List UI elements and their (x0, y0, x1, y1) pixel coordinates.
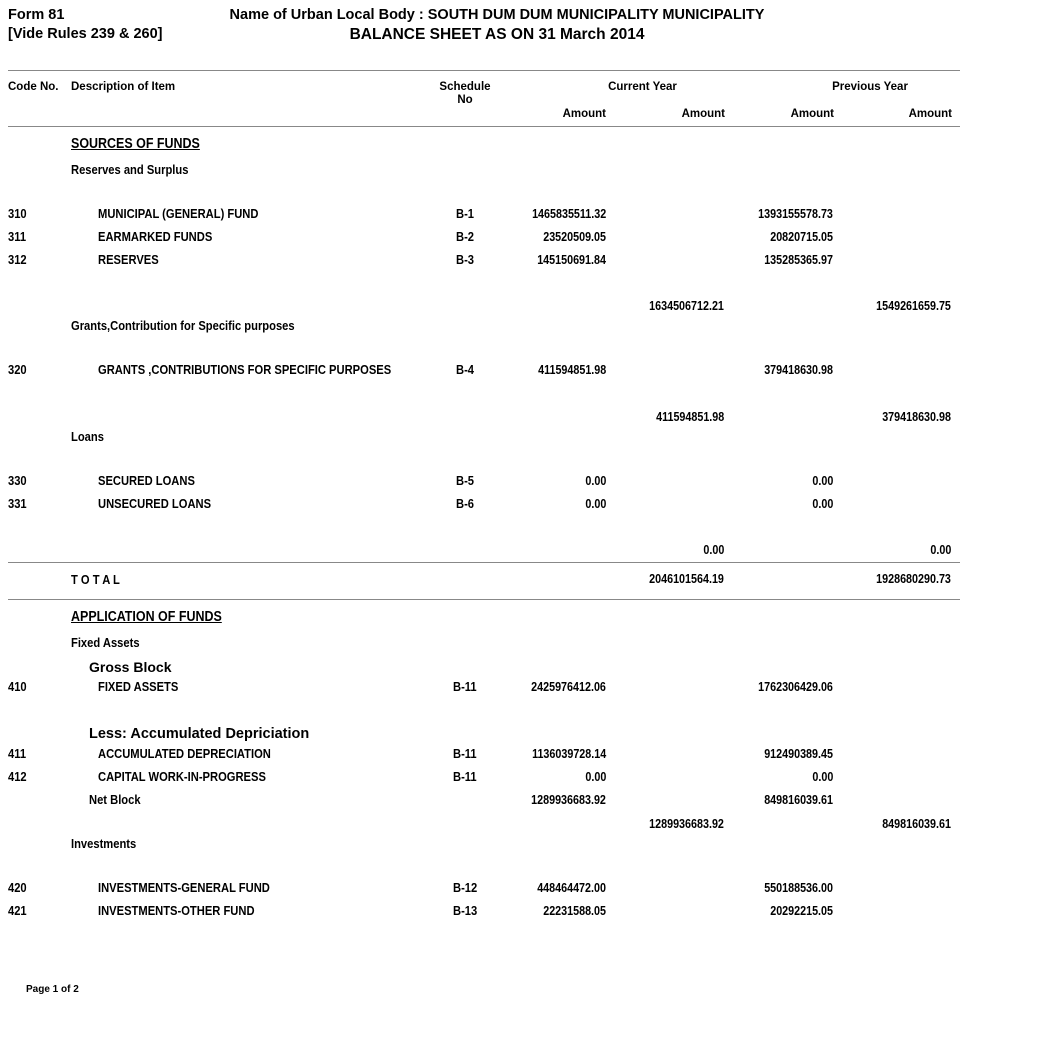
section-sources-heading: SOURCES OF FUNDS (71, 136, 200, 152)
fixed-assets-heading: Fixed Assets (71, 635, 140, 650)
row-code: 330 (8, 473, 27, 488)
row-code: 410 (8, 679, 27, 694)
row-description: GRANTS ,CONTRIBUTIONS FOR SPECIFIC PURPOSES (98, 362, 392, 377)
row-current-amount: 0.00 (585, 497, 606, 511)
row-previous-amount: 550188536.00 (764, 881, 833, 895)
grants-heading: Grants,Contribution for Specific purposes (71, 318, 295, 333)
row-code: 320 (8, 362, 27, 377)
row-previous-amount: 379418630.98 (764, 363, 833, 377)
row-schedule: B-11 (453, 746, 477, 761)
row-description: INVESTMENTS-GENERAL FUND (98, 880, 270, 895)
subtotal-current: 0.00 (703, 543, 724, 557)
row-code: 311 (8, 229, 27, 244)
col-previous-year: Previous Year (832, 81, 908, 93)
header-rule-bottom (8, 126, 960, 127)
col-current-year: Current Year (608, 81, 677, 93)
row-description: ACCUMULATED DEPRECIATION (98, 746, 271, 761)
row-previous-amount: 0.00 (812, 497, 833, 511)
col-description: Description of Item (71, 81, 176, 93)
total-rule-bottom (8, 599, 960, 600)
col-amount-cur-2: Amount (681, 108, 725, 120)
row-code: 310 (8, 206, 27, 221)
row-description: MUNICIPAL (GENERAL) FUND (98, 206, 259, 221)
row-description: INVESTMENTS-OTHER FUND (98, 903, 255, 918)
row-description: FIXED ASSETS (98, 679, 179, 694)
row-current-amount: 2425976412.06 (531, 680, 606, 694)
row-code: 331 (8, 496, 27, 511)
row-previous-amount: 20820715.05 (770, 230, 833, 244)
investments-heading: Investments (71, 836, 137, 851)
row-schedule: B-4 (456, 362, 475, 377)
total-current: 2046101564.19 (649, 572, 724, 586)
subtotal-current: 1289936683.92 (649, 817, 724, 831)
subtotal-previous: 0.00 (930, 543, 951, 557)
row-current-amount: 22231588.05 (543, 904, 606, 918)
row-description: EARMARKED FUNDS (98, 229, 213, 244)
col-amount-cur-1: Amount (562, 108, 606, 120)
subtotal-current: 411594851.98 (655, 410, 724, 424)
row-previous-amount: 1393155578.73 (758, 207, 833, 221)
total-previous: 1928680290.73 (876, 572, 951, 586)
row-previous-amount: 1762306429.06 (758, 680, 833, 694)
total-label: T O T A L (71, 572, 120, 587)
gross-block-heading: Gross Block (89, 659, 172, 675)
row-current-amount: 0.00 (585, 770, 606, 784)
col-schedule: Schedule (439, 81, 491, 93)
row-current-amount: 411594851.98 (537, 363, 606, 377)
subtotal-previous: 1549261659.75 (876, 299, 951, 313)
row-current-amount: 145150691.84 (537, 253, 606, 267)
row-description: RESERVES (98, 252, 159, 267)
less-accumulated-heading: Less: Accumulated Depriciation (89, 726, 310, 742)
ulb-name: Name of Urban Local Body : SOUTH DUM DUM MUNICIPALITY MUNICIPALITY (229, 7, 765, 23)
col-amount-prev-1: Amount (790, 108, 834, 120)
row-previous-amount: 135285365.97 (764, 253, 833, 267)
row-previous-amount: 912490389.45 (764, 747, 833, 761)
net-block-previous: 849816039.61 (764, 793, 833, 807)
row-current-amount: 0.00 (585, 474, 606, 488)
row-code: 420 (8, 880, 27, 895)
row-schedule: B-2 (456, 229, 475, 244)
row-code: 312 (8, 252, 27, 267)
row-current-amount: 448464472.00 (537, 881, 606, 895)
net-block-current: 1289936683.92 (531, 793, 606, 807)
subtotal-previous: 849816039.61 (882, 817, 951, 831)
row-code: 421 (8, 903, 27, 918)
loans-heading: Loans (71, 429, 104, 444)
col-schedule-no: No (457, 94, 473, 106)
row-current-amount: 23520509.05 (543, 230, 606, 244)
subtotal-current: 1634506712.21 (649, 299, 724, 313)
total-rule-top (8, 562, 960, 563)
row-schedule: B-5 (456, 473, 475, 488)
row-schedule: B-11 (453, 679, 477, 694)
form-number: Form 81 (8, 7, 65, 23)
col-amount-prev-2: Amount (908, 108, 952, 120)
row-previous-amount: 0.00 (812, 770, 833, 784)
row-description: UNSECURED LOANS (98, 496, 212, 511)
row-code: 411 (8, 746, 27, 761)
row-schedule: B-1 (456, 206, 475, 221)
row-previous-amount: 20292215.05 (770, 904, 833, 918)
col-code: Code No. (8, 81, 59, 93)
row-schedule: B-3 (456, 252, 475, 267)
row-code: 412 (8, 769, 27, 784)
row-current-amount: 1465835511.32 (531, 207, 606, 221)
reserves-heading: Reserves and Surplus (71, 162, 189, 177)
row-previous-amount: 0.00 (812, 474, 833, 488)
subtotal-previous: 379418630.98 (882, 410, 951, 424)
header-rule-top (8, 70, 960, 71)
row-schedule: B-12 (453, 880, 478, 895)
net-block-label: Net Block (89, 792, 141, 807)
row-current-amount: 1136039728.14 (531, 747, 606, 761)
row-schedule: B-6 (456, 496, 475, 511)
row-schedule: B-13 (453, 903, 478, 918)
row-description: SECURED LOANS (98, 473, 195, 488)
row-schedule: B-11 (453, 769, 477, 784)
page-title: BALANCE SHEET AS ON 31 March 2014 (349, 26, 645, 43)
form-rules: [Vide Rules 239 & 260] (8, 26, 163, 42)
section-application-heading: APPLICATION OF FUNDS (71, 609, 222, 625)
page-number: Page 1 of 2 (26, 984, 79, 995)
row-description: CAPITAL WORK-IN-PROGRESS (98, 769, 266, 784)
